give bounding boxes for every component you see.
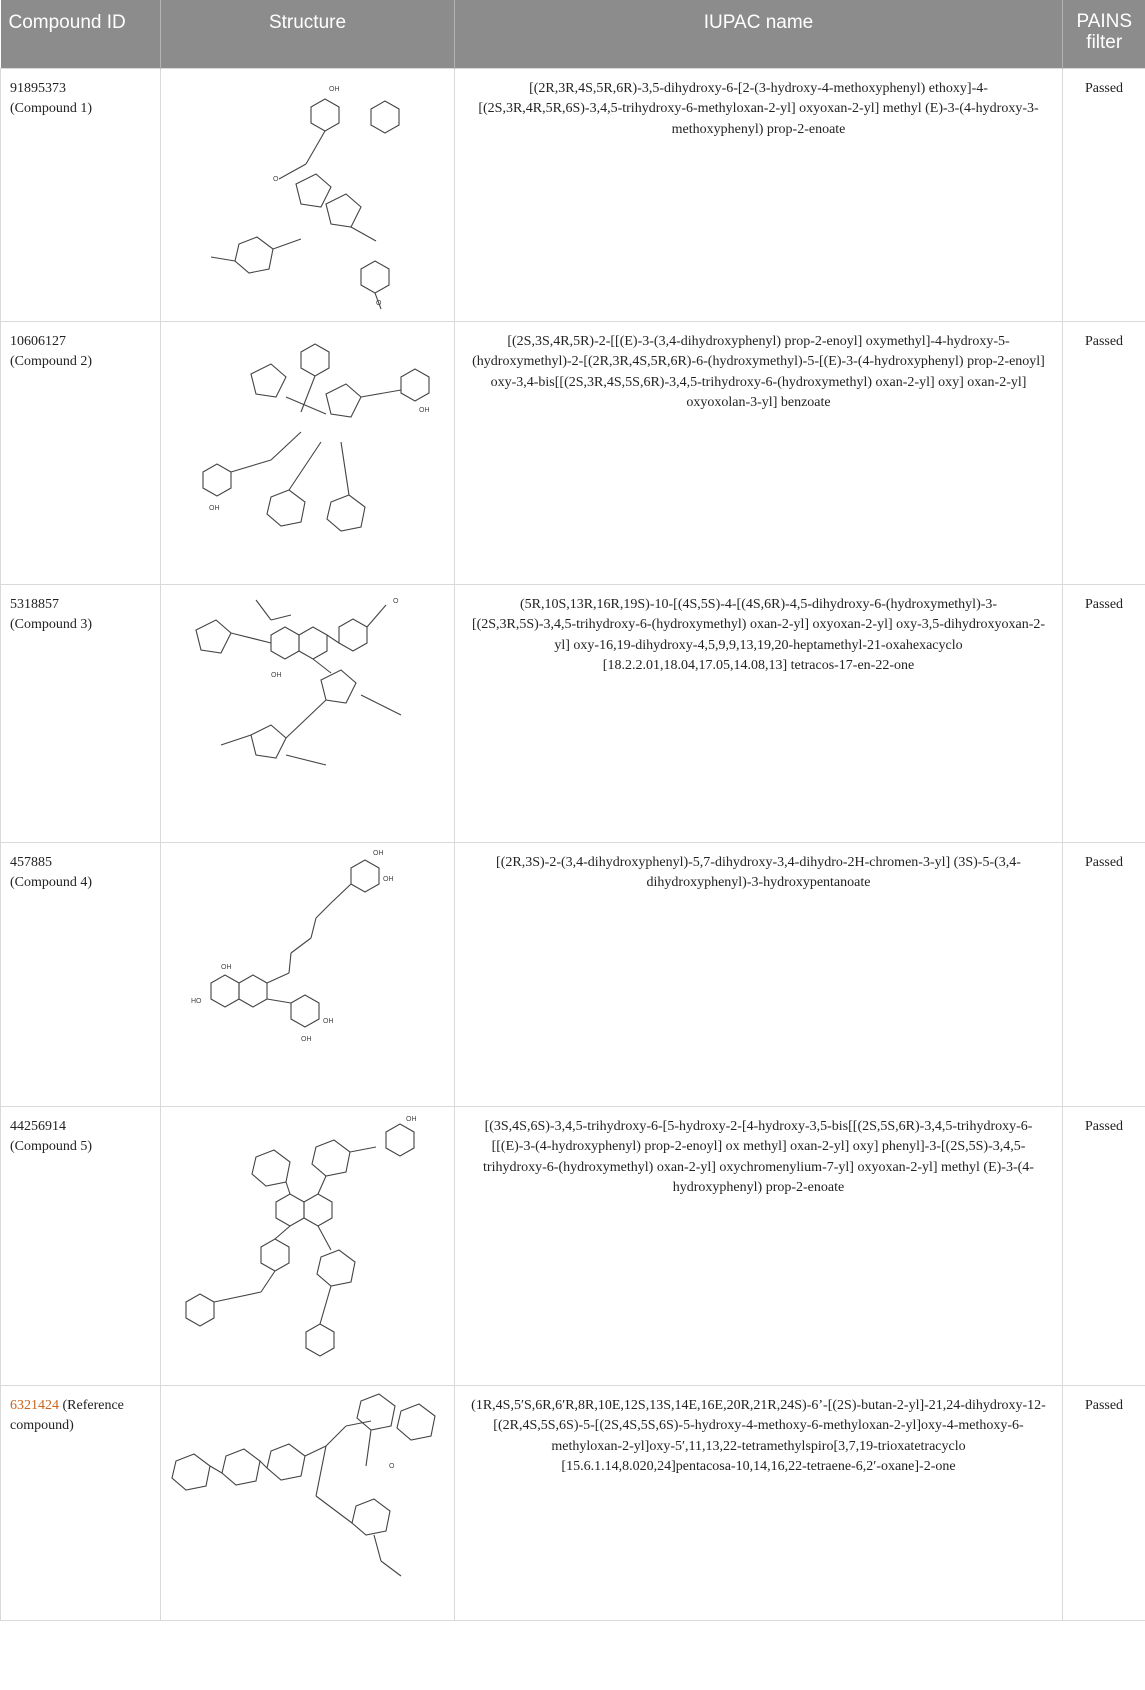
svg-text:OH: OH bbox=[329, 85, 340, 93]
reference-compound-link[interactable]: 6321424 bbox=[10, 1397, 59, 1413]
svg-text:O: O bbox=[273, 175, 279, 183]
svg-text:O: O bbox=[393, 597, 399, 605]
svg-text:OH: OH bbox=[373, 849, 384, 857]
compound-3-structure-icon bbox=[161, 585, 455, 843]
svg-text:OH: OH bbox=[406, 1115, 417, 1123]
compound-id-label: (Compound 4) bbox=[10, 875, 93, 890]
svg-text:OH: OH bbox=[271, 671, 282, 679]
compound-id-number: 457885 bbox=[10, 854, 52, 870]
compound-id-cell bbox=[1, 68, 161, 321]
reference-compound-structure-icon bbox=[161, 1386, 455, 1621]
compound-1-structure-icon bbox=[161, 69, 455, 322]
svg-text:O: O bbox=[376, 299, 382, 307]
table-row bbox=[1, 68, 1145, 321]
table-header-row bbox=[1, 0, 1145, 68]
structure-cell bbox=[161, 68, 455, 321]
compound-id-label: (Compound 3) bbox=[10, 617, 93, 632]
compound-id-number: 44256914 bbox=[10, 1118, 66, 1134]
compound-4-structure-icon bbox=[161, 843, 455, 1107]
svg-text:OH: OH bbox=[221, 963, 232, 971]
svg-text:OH: OH bbox=[323, 1017, 334, 1025]
svg-text:OH: OH bbox=[383, 875, 394, 883]
structure-cell bbox=[161, 1106, 455, 1385]
compound-2-structure-icon bbox=[161, 322, 455, 585]
structure-cell bbox=[161, 1385, 455, 1620]
compound-id-cell bbox=[1, 321, 161, 584]
iupac-name-cell: [(2R,3S)-2-(3,4-dihydroxyphenyl)-5,7-dihydroxy-3,4-dihydro-2H-chromen-3-yl] (3S)-5-(3,4-dihydroxyphenyl)-3-hydroxypentanoate bbox=[455, 842, 1063, 1106]
svg-text:OH: OH bbox=[209, 504, 220, 512]
pains-status: Passed bbox=[1063, 842, 1145, 1106]
pains-status: Passed bbox=[1063, 1106, 1145, 1385]
compound-5-structure-icon bbox=[161, 1107, 455, 1386]
table-row bbox=[1, 584, 1145, 842]
compound-id-number: 10606127 bbox=[10, 333, 66, 349]
header-compound-id: Compound ID bbox=[1, 0, 161, 68]
header-structure: Structure bbox=[161, 0, 455, 68]
structure-cell bbox=[161, 321, 455, 584]
iupac-name-cell: [(3S,4S,6S)-3,4,5-trihydroxy-6-[5-hydroxy-2-[4-hydroxy-3,5-bis[[(2S,5S,6R)-3,4,5-trihydroxy-6-[[(E)-3-(4-hydroxyphenyl) prop-2-enoyl] ox methyl] oxan-2-yl] oxy] phenyl]-3-[(2S,5S)-3,4,5-trihydroxy-6-(hydroxymethyl) oxan-2-yl] oxychromenylium-7-yl] oxyoxan-2-yl] methyl (E)-3-(4-hydroxyphenyl) prop-2-enoate bbox=[455, 1106, 1063, 1385]
compound-id-label: (Compound 5) bbox=[10, 1139, 93, 1154]
compound-id-number: 91895373 bbox=[10, 80, 66, 96]
iupac-name-cell: [(2R,3R,4S,5R,6R)-3,5-dihydroxy-6-[2-(3-hydroxy-4-methoxyphenyl) ethoxy]-4-[(2S,3R,4R,5R,6S)-3,4,5-trihydroxy-6-methyloxan-2-yl] oxyoxan-2-yl] methyl (E)-3-(4-hydroxy-3-methoxyphenyl) prop-2-enoate bbox=[455, 68, 1063, 321]
pains-status: Passed bbox=[1063, 68, 1145, 321]
svg-text:O: O bbox=[389, 1462, 395, 1470]
compound-id-label: (Compound 2) bbox=[10, 354, 93, 369]
header-pains-filter bbox=[1063, 0, 1145, 68]
structure-cell bbox=[161, 584, 455, 842]
iupac-name-cell: (5R,10S,13R,16R,19S)-10-[(4S,5S)-4-[(4S,6R)-4,5-dihydroxy-6-(hydroxymethyl)-3-[(2S,3R,5S)-3,4,5-trihydroxy-6-(hydroxymethyl) oxan-2-yl] oxyoxan-2-yl] oxy-3,5-dihydroxyoxan-2-yl] oxy-16,19-dihydroxy-4,5,9,9,13,19,20-heptamethyl-21-oxahexacyclo [18.2.2.01,18.04,17.05,14.08,13] tetracos-17-en-22-one bbox=[455, 584, 1063, 842]
pains-status: Passed bbox=[1063, 321, 1145, 584]
compound-id-number: 5318857 bbox=[10, 596, 59, 612]
svg-text:HO: HO bbox=[191, 997, 202, 1005]
table-row bbox=[1, 1385, 1145, 1620]
compound-id-cell bbox=[1, 1106, 161, 1385]
compound-id-cell bbox=[1, 842, 161, 1106]
iupac-name-cell: [(2S,3S,4R,5R)-2-[[(E)-3-(3,4-dihydroxyphenyl) prop-2-enoyl] oxymethyl]-4-hydroxy-5-(hydroxymethyl)-2-[(2R,3R,4S,5R,6R)-6-(hydroxymethyl)-5-[(E)-3-(4-hydroxyphenyl) prop-2-enoyl] oxy-3,4-bis[[(2S,3R,4S,5S,6R)-3,4,5-trihydroxy-6-(hydroxymethyl) oxan-2-yl] oxy] oxan-2-yl] oxyoxolan-3-yl] benzoate bbox=[455, 321, 1063, 584]
table-row bbox=[1, 321, 1145, 584]
compound-id-cell bbox=[1, 584, 161, 842]
header-iupac-name: IUPAC name bbox=[455, 0, 1063, 68]
svg-text:OH: OH bbox=[419, 406, 430, 414]
header-pains-line1: PAINS bbox=[1076, 11, 1133, 32]
pains-status: Passed bbox=[1063, 1385, 1145, 1620]
compound-id-cell bbox=[1, 1385, 161, 1620]
table-row bbox=[1, 842, 1145, 1106]
structure-cell bbox=[161, 842, 455, 1106]
svg-text:OH: OH bbox=[301, 1035, 312, 1043]
pains-status: Passed bbox=[1063, 584, 1145, 842]
iupac-name-cell: (1R,4S,5′S,6R,6′R,8R,10E,12S,13S,14E,16E,20R,21R,24S)-6’-[(2S)-butan-2-yl]-21,24-dihydroxy-12-[(2R,4S,5S,6S)-5-[(2S,4S,5S,6S)-5-hydroxy-4-methoxy-6-methyloxan-2-yl]oxy-4-methoxy-6-methyloxan-2-yl]oxy-5′,11,13,22-tetramethylspiro[3,7,19-trioxatetracyclo [15.6.1.14,8.020,24]pentacosa-10,14,16,22-tetraene-6,2′-oxane]-2-one bbox=[455, 1385, 1063, 1620]
table-row bbox=[1, 1106, 1145, 1385]
compound-id-label: (Compound 1) bbox=[10, 101, 93, 116]
header-pains-line2: filter bbox=[1086, 32, 1123, 53]
compound-id-label: (Reference compound) bbox=[10, 1397, 124, 1433]
